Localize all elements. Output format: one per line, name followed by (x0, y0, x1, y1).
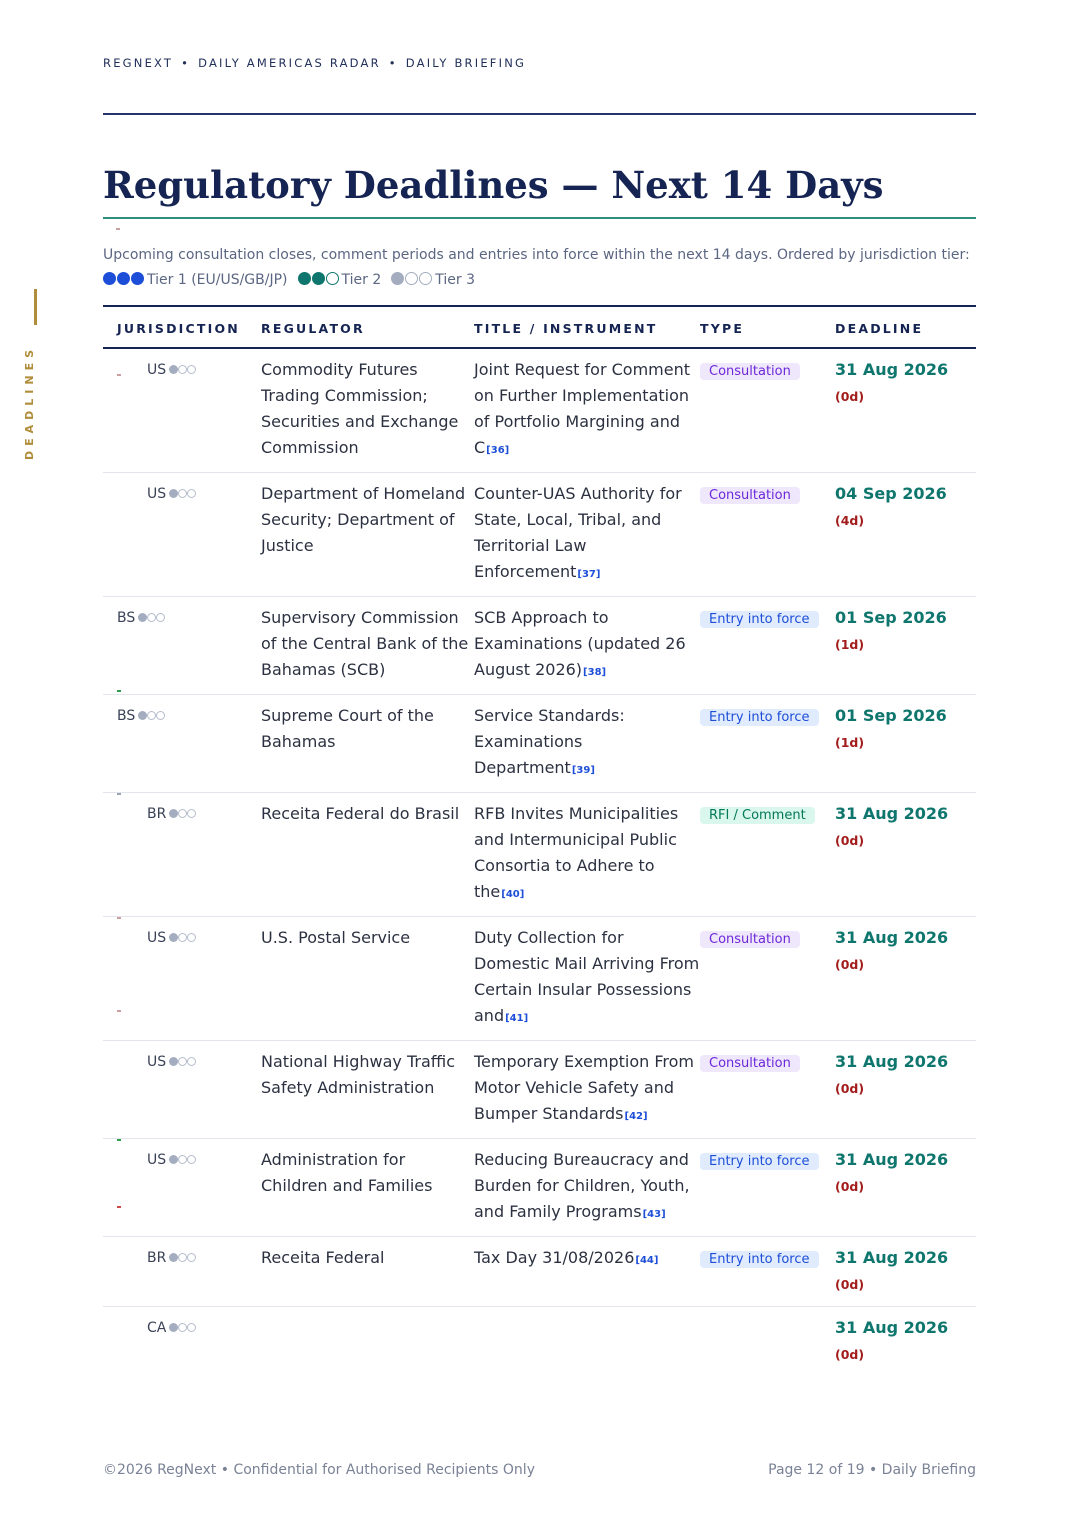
title-cell (474, 348, 700, 473)
intro-text: Upcoming consultation closes, comment periods and entries into force within the next 14 days. Ordered by jurisdiction tier: (103, 247, 970, 263)
regulator-cell (261, 793, 474, 917)
regulator-name: U.S. Postal Service (261, 928, 411, 947)
deadline-date: 31 Aug 2026 (835, 1318, 949, 1337)
deadline-cell (835, 597, 976, 695)
tier3-dot-icon (169, 1155, 178, 1164)
deadline-date: 31 Aug 2026 (835, 1248, 949, 1267)
deadline-cell (835, 473, 976, 597)
instrument-title: Temporary Exemption From Motor Vehicle Safety and Bumper Standards (474, 1052, 694, 1123)
table-row (103, 1307, 976, 1377)
type-cell (700, 1307, 835, 1377)
days-remaining: (1d) (835, 637, 865, 652)
tier-dot-icon (391, 272, 404, 285)
citation-ref[interactable]: [41] (505, 1013, 529, 1024)
regulator-name: Receita Federal (261, 1248, 385, 1267)
tier3-dot-icon (187, 1155, 196, 1164)
tier3-dot-icon (187, 365, 196, 374)
row-marker (117, 1010, 121, 1012)
jurisdiction-code: BR (147, 806, 167, 822)
tier-dot-icon (419, 272, 432, 285)
jurisdiction-code: BS (117, 610, 136, 626)
type-cell (700, 597, 835, 695)
deadlines-table (103, 305, 976, 1376)
row-marker (117, 917, 121, 919)
jurisdiction-cell (103, 597, 261, 695)
jurisdiction-code: BS (117, 708, 136, 724)
title-cell (474, 473, 700, 597)
deadline-date: 31 Aug 2026 (835, 360, 949, 379)
title-cell (474, 1139, 700, 1237)
tier3-dot-icon (178, 1155, 187, 1164)
tier3-dot-icon (138, 613, 147, 622)
tier3-dot-icon (187, 489, 196, 498)
regulator-cell (261, 1139, 474, 1237)
tier3-dot-icon (138, 711, 147, 720)
regulator-cell (261, 597, 474, 695)
tier3-dot-icon (178, 933, 187, 942)
footer-copyright: ©2026 RegNext • Confidential for Authorised Recipients Only (103, 1462, 535, 1478)
table-row (103, 1139, 976, 1237)
instrument-title: Reducing Bureaucracy and Burden for Children, Youth, and Family Programs (474, 1150, 690, 1221)
tier1-label: Tier 1 (EU/US/GB/JP) (147, 272, 288, 288)
tier3-label: Tier 3 (435, 272, 476, 288)
tier3-dot-icon (187, 1323, 196, 1332)
citation-ref[interactable]: [40] (501, 889, 525, 900)
tier3-dot-icon (187, 1057, 196, 1066)
tier3-dot-icon (187, 933, 196, 942)
footer-page-info: Page 12 of 19 • Daily Briefing (768, 1462, 976, 1478)
days-remaining: (0d) (835, 833, 865, 848)
type-cell (700, 348, 835, 473)
deadline-cell (835, 695, 976, 793)
header-doc: DAILY BRIEFING (405, 56, 527, 70)
title-cell (474, 917, 700, 1041)
header-brand: REGNEXT (103, 56, 174, 70)
page-title: Regulatory Deadlines — Next 14 Days (103, 163, 884, 207)
tier-dot-icon (131, 272, 144, 285)
type-badge: Entry into force (700, 1153, 819, 1170)
regulator-name: Supreme Court of the Bahamas (261, 706, 434, 751)
table-row (103, 793, 976, 917)
intro-paragraph (103, 243, 983, 293)
tier-dot-icon (298, 272, 311, 285)
deadline-date: 01 Sep 2026 (835, 608, 947, 627)
row-marker (117, 793, 121, 795)
jurisdiction-code: US (147, 1054, 167, 1070)
title-rule (103, 217, 976, 219)
deadline-date: 31 Aug 2026 (835, 1052, 949, 1071)
table-header-row (103, 306, 976, 348)
row-marker (117, 1139, 121, 1141)
tier3-dot-icon (169, 809, 178, 818)
instrument-title: Service Standards: Examinations Department (474, 706, 625, 777)
tier3-dot-icon (169, 365, 178, 374)
jurisdiction-cell (103, 348, 261, 473)
table-row (103, 1237, 976, 1307)
regulator-cell (261, 473, 474, 597)
type-badge: Entry into force (700, 709, 819, 726)
title-cell (474, 793, 700, 917)
jurisdiction-cell (103, 473, 261, 597)
regulator-name: Department of Homeland Security; Department of Justice (261, 484, 466, 555)
row-marker (117, 374, 121, 376)
tier-dot-icon (405, 272, 418, 285)
type-badge: Consultation (700, 1055, 800, 1072)
regulator-cell (261, 695, 474, 793)
tier-dot-icon (117, 272, 130, 285)
type-cell (700, 473, 835, 597)
citation-ref[interactable]: [38] (583, 667, 607, 678)
deadline-date: 31 Aug 2026 (835, 1150, 949, 1169)
jurisdiction-cell (103, 1041, 261, 1139)
tier3-dot-icon (178, 1057, 187, 1066)
tier3-dot-icon (169, 1323, 178, 1332)
tier3-dot-icon (187, 809, 196, 818)
days-remaining: (0d) (835, 1179, 865, 1194)
title-cell (474, 695, 700, 793)
citation-ref[interactable]: [39] (571, 765, 595, 776)
table-row (103, 1041, 976, 1139)
regulator-cell (261, 917, 474, 1041)
regulator-cell (261, 348, 474, 473)
type-badge: Entry into force (700, 611, 819, 628)
header-rule (103, 113, 976, 115)
table-row (103, 695, 976, 793)
jurisdiction-cell (103, 1139, 261, 1237)
deadline-cell (835, 1237, 976, 1307)
regulator-cell (261, 1307, 474, 1377)
running-header (103, 56, 526, 70)
tier3-dot-icon (169, 1057, 178, 1066)
side-accent-bar (34, 289, 37, 325)
regulator-name: Commodity Futures Trading Commission; Securities and Exchange Commission (261, 360, 459, 457)
instrument-title: Joint Request for Comment on Further Implementation of Portfolio Margining and C (474, 360, 691, 457)
jurisdiction-cell (103, 793, 261, 917)
tier3-dot-icon (178, 365, 187, 374)
title-cell (474, 597, 700, 695)
regulator-name: Supervisory Commission of the Central Bank of the Bahamas (SCB) (261, 608, 469, 679)
title-cell (474, 1041, 700, 1139)
table-row (103, 348, 976, 473)
tier3-dot-icon (178, 489, 187, 498)
deadline-date: 01 Sep 2026 (835, 706, 947, 725)
header-section: DAILY AMERICAS RADAR (198, 56, 381, 70)
jurisdiction-code: US (147, 930, 167, 946)
tier3-dot-icon (169, 933, 178, 942)
days-remaining: (0d) (835, 1081, 865, 1096)
deadline-cell (835, 793, 976, 917)
tier3-dot-icon (178, 809, 187, 818)
jurisdiction-code: BR (147, 1250, 167, 1266)
instrument-title: RFB Invites Municipalities and Intermunicipal Public Consortia to Adhere to the (474, 804, 679, 901)
header-jurisdiction: JURISDICTION (103, 306, 261, 348)
instrument-title: Counter-UAS Authority for State, Local, Tribal, and Territorial Law Enforcement (474, 484, 682, 581)
type-badge: Consultation (700, 487, 800, 504)
title-cell (474, 1307, 700, 1377)
jurisdiction-cell (103, 917, 261, 1041)
citation-ref[interactable]: [36] (486, 445, 510, 456)
tier3-dot-icon (147, 711, 156, 720)
type-badge: Entry into force (700, 1251, 819, 1268)
days-remaining: (0d) (835, 389, 865, 404)
tier3-dot-icon (156, 711, 165, 720)
instrument-title: SCB Approach to Examinations (updated 26 August 2026) (474, 608, 686, 679)
type-cell (700, 695, 835, 793)
citation-ref[interactable]: [44] (635, 1255, 659, 1266)
type-cell (700, 1237, 835, 1307)
tier3-dot-icon (187, 1253, 196, 1262)
jurisdiction-code: US (147, 362, 167, 378)
row-marker (117, 1206, 121, 1208)
jurisdiction-cell (103, 1307, 261, 1377)
jurisdiction-code: US (147, 1152, 167, 1168)
type-cell (700, 1139, 835, 1237)
tier-dot-icon (103, 272, 116, 285)
deadline-cell (835, 917, 976, 1041)
citation-ref[interactable]: [37] (577, 569, 601, 580)
regulator-name: Administration for Children and Families (261, 1150, 433, 1195)
type-cell (700, 917, 835, 1041)
days-remaining: (1d) (835, 735, 865, 750)
deadline-cell (835, 1041, 976, 1139)
days-remaining: (0d) (835, 1277, 865, 1292)
jurisdiction-cell (103, 695, 261, 793)
tier3-dot-icon (156, 613, 165, 622)
tier3-dot-icon (169, 1253, 178, 1262)
deadline-cell (835, 348, 976, 473)
deadline-date: 04 Sep 2026 (835, 484, 947, 503)
jurisdiction-cell (103, 1237, 261, 1307)
tier-dot-icon (326, 272, 339, 285)
type-badge: Consultation (700, 931, 800, 948)
regulator-name: Receita Federal do Brasil (261, 804, 460, 823)
tier3-dot-icon (178, 1323, 187, 1332)
citation-ref[interactable]: [43] (642, 1209, 666, 1220)
deadline-date: 31 Aug 2026 (835, 928, 949, 947)
header-regulator: REGULATOR (261, 306, 474, 348)
table-row (103, 917, 976, 1041)
header-type: TYPE (700, 306, 835, 348)
instrument-title: Duty Collection for Domestic Mail Arriving From Certain Insular Possessions and (474, 928, 700, 1025)
tier3-dot-icon (169, 489, 178, 498)
header-separator: • (388, 56, 398, 70)
table-row (103, 473, 976, 597)
type-badge: RFI / Comment (700, 807, 815, 824)
regulator-cell (261, 1237, 474, 1307)
type-cell (700, 793, 835, 917)
tier2-label: Tier 2 (341, 272, 382, 288)
table-row (103, 597, 976, 695)
side-section-label: DEADLINES (23, 344, 36, 460)
title-mark (116, 228, 120, 230)
tier-dot-icon (312, 272, 325, 285)
header-title: TITLE / INSTRUMENT (474, 306, 700, 348)
title-cell (474, 1237, 700, 1307)
type-cell (700, 1041, 835, 1139)
tier3-dot-icon (178, 1253, 187, 1262)
citation-ref[interactable]: [42] (624, 1111, 648, 1122)
deadline-cell (835, 1307, 976, 1377)
deadline-cell (835, 1139, 976, 1237)
regulator-name: National Highway Traffic Safety Administration (261, 1052, 456, 1097)
tier3-dot-icon (147, 613, 156, 622)
row-marker (117, 690, 121, 692)
type-badge: Consultation (700, 363, 800, 380)
jurisdiction-code: CA (147, 1320, 167, 1336)
regulator-cell (261, 1041, 474, 1139)
days-remaining: (0d) (835, 1347, 865, 1362)
jurisdiction-code: US (147, 486, 167, 502)
deadline-date: 31 Aug 2026 (835, 804, 949, 823)
days-remaining: (4d) (835, 513, 865, 528)
header-separator: • (181, 56, 191, 70)
instrument-title: Tax Day 31/08/2026 (474, 1248, 635, 1267)
header-deadline: DEADLINE (835, 306, 976, 348)
days-remaining: (0d) (835, 957, 865, 972)
